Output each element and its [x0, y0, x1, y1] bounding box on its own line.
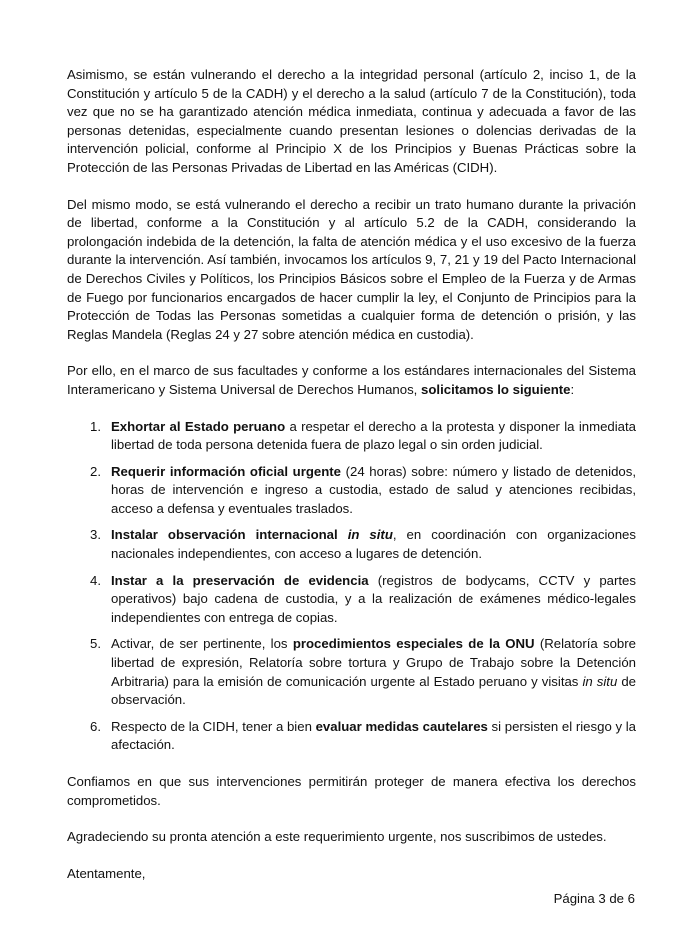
list-item [67, 463, 636, 519]
document-page [67, 66, 636, 883]
list-item [67, 718, 636, 755]
item-bold-italic: in situ [347, 527, 393, 543]
item-italic: in situ [582, 673, 618, 689]
item-bold: Requerir información oficial urgente [111, 463, 342, 479]
item-tail: de observación. [111, 673, 636, 708]
paragraph-agradeciendo: Agradeciendo su pronta atención a este requerimiento urgente, nos suscribimos de ustedes. [67, 829, 607, 845]
paragraph-integridad: Asimismo, se están vulnerando el derecho a la integridad personal (artículo 2, inciso 1, de la Constitución y artículo 5 de la CADH) y el derecho a la salud (artículo 7 de la Constitución), toda vez que no se ha garantizado atención médica inmediata, continua y adecuada a favor de las personas detenidas, especialmente cuando presentan lesiones o dolencias derivadas de la intervención policial, conforme al Principio X de los Principios y Buenas Prácticas sobre la Protección de las Personas Privadas de Libertad en las Américas (CIDH). [67, 67, 636, 175]
item-bold: Instar a la preservación de evidencia [111, 572, 369, 588]
item-bold: Instalar observación internacional [111, 527, 348, 543]
solicitud-text: Por ello, en el marco de sus facultades y conforme a los estándares internacionales del Sistema Interamericano y Sistema Universal de Derechos Humanos, [67, 363, 636, 397]
item-bold: evaluar medidas cautelares [315, 718, 488, 734]
paragraph-confiamos: Confiamos en que sus intervenciones permitirán proteger de manera efectiva los derechos comprometidos. [67, 774, 636, 808]
request-list [67, 418, 636, 756]
solicitud-bold: solicitamos lo siguiente [421, 381, 571, 397]
list-number: 4. [90, 572, 101, 588]
item-text: (registros de bodycams, CCTV y partes operativos) bajo cadena de custodia, y a la realización de exámenes médico-legales independientes con entrega de copias. [111, 572, 636, 625]
list-number: 3. [90, 527, 101, 543]
paragraph-trato-humano: Del mismo modo, se está vulnerando el derecho a recibir un trato humano durante la privación de libertad, conforme a la Constitución y al artículo 5.2 de la CADH, considerando la prolongación indebida de la detención, la falta de atención médica y el uso excesivo de la fuerza durante la intervención. Así también, invocamos los artículos 9, 7, 21 y 19 del Pacto Internacional de Derechos Civiles y Políticos, los Principios Básicos sobre el Empleo de la Fuerza y de Armas de Fuego por funcionarios encargados de hacer cumplir la ley, el Conjunto de Principios para la Protección de Todas las Personas sometidas a cualquier forma de detención o prisión, y las Reglas Mandela (Reglas 24 y 27 sobre atención médica en custodia). [67, 196, 636, 342]
item-lead: Respecto de la CIDH, tener a bien [111, 718, 316, 734]
item-text: (24 horas) sobre: número y listado de detenidos, horas de intervención e ingreso a custodia, estado de salud y atenciones recibidas, acceso a defensa y eventuales traslados. [111, 463, 636, 516]
item-text: a respetar el derecho a la protesta y disponer la inmediata libertad de toda persona detenida fuera de plazo legal o sin orden judicial. [111, 418, 636, 453]
paragraph-atentamente: Atentamente, [67, 865, 146, 881]
paragraph-solicitud [67, 362, 636, 399]
item-bold: Exhortar al Estado peruano [111, 418, 286, 434]
list-number: 1. [90, 418, 101, 434]
list-item [67, 418, 636, 455]
list-item [67, 635, 636, 709]
list-number: 5. [90, 636, 101, 652]
list-number: 2. [90, 463, 101, 479]
list-item [67, 572, 636, 628]
item-lead: Activar, de ser pertinente, los [111, 636, 293, 652]
item-text: (Relatoría sobre libertad de expresión, Relatoría sobre tortura y Grupo de Trabajo sobre la Detención Arbitraria) para la emisión de comunicación urgente al Estado peruano y visitas [111, 636, 636, 689]
item-text: si persisten el riesgo y la afectación. [111, 718, 636, 753]
item-text: , en coordinación con organizaciones nacionales independientes, con acceso a lugares de detención. [111, 527, 636, 562]
item-bold: procedimientos especiales de la ONU [292, 636, 535, 652]
list-number: 6. [90, 718, 101, 734]
solicitud-colon: : [570, 381, 575, 397]
page-number: Página 3 de 6 [553, 891, 635, 906]
list-item [67, 526, 636, 563]
